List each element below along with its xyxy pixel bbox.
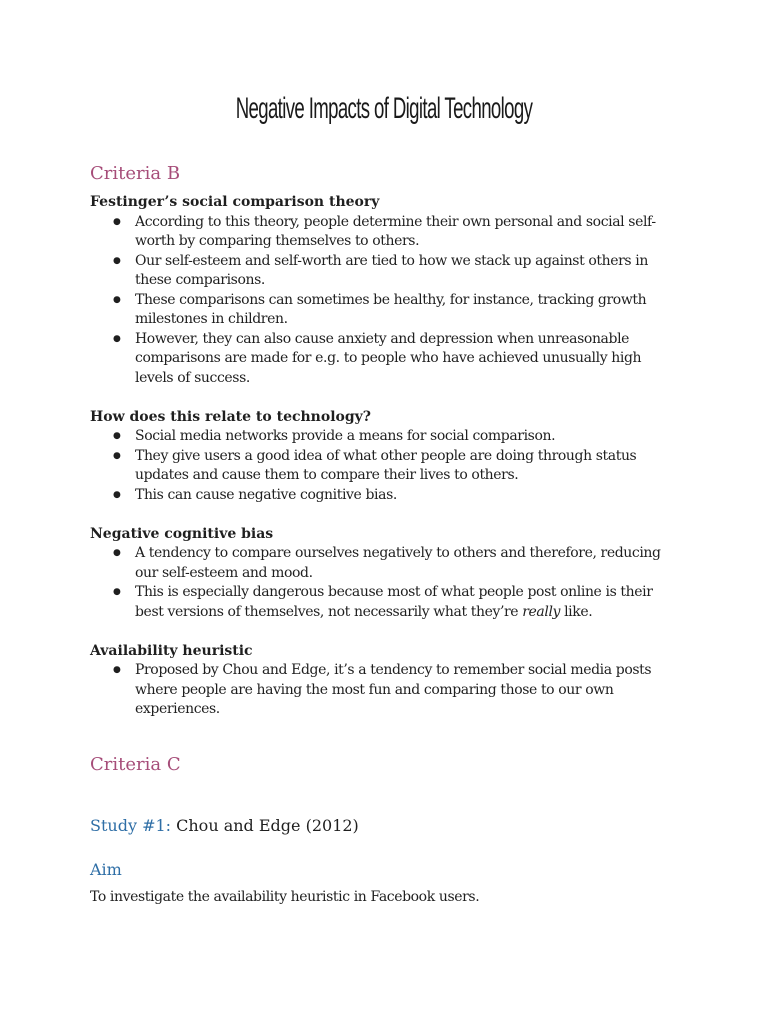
section-heading-technology: How does this relate to technology? — [90, 408, 371, 425]
list-item: ● According to this theory, people determine their own personal and social self-worth by comparing themselves to others. — [135, 213, 680, 252]
bullet-list-negative-bias — [90, 544, 680, 622]
list-item: ● A tendency to compare ourselves negatively to others and therefore, reducing our self-esteem and mood. — [135, 544, 680, 583]
section-heading-negative-bias: Negative cognitive bias — [90, 525, 274, 542]
list-item-text-start: This is especially dangerous because most of what people post online is their best versions of themselves, not necessarily what they’re — [135, 584, 653, 620]
study-label: Study #1: — [90, 815, 172, 835]
list-item: ● This can cause negative cognitive bias. — [135, 486, 680, 506]
list-item — [135, 583, 680, 622]
list-item-text-end: like. — [560, 603, 593, 620]
criteria-c-heading: Criteria C — [90, 753, 181, 775]
bullet-list-availability — [90, 661, 680, 720]
spacer — [90, 622, 680, 642]
spacer — [90, 388, 680, 408]
bullet-list-social-comparison — [90, 213, 680, 389]
list-item: ● Social media networks provide a means for social comparison. — [135, 427, 680, 447]
spacer — [90, 505, 680, 525]
list-item: ● These comparisons can sometimes be healthy, for instance, tracking growth milestones in children. — [135, 291, 680, 330]
study-line — [90, 814, 680, 838]
bullet-list-technology — [90, 427, 680, 505]
aim-text: To investigate the availability heuristic in Facebook users. — [90, 888, 480, 905]
list-item: ● However, they can also cause anxiety and depression when unreasonable comparisons are made for e.g. to people who have achieved unusually high levels of success. — [135, 330, 680, 389]
document-body — [90, 161, 680, 907]
criteria-b-heading: Criteria B — [90, 163, 181, 184]
aim-heading: Aim — [90, 859, 122, 879]
section-heading-social-comparison: Festinger’s social comparison theory — [90, 194, 380, 210]
study-title: Chou and Edge (2012) — [171, 815, 359, 835]
section-heading-availability: Availability heuristic — [90, 642, 253, 659]
list-item: ● They give users a good idea of what other people are doing through status updates and cause them to compare their lives to others. — [135, 447, 680, 486]
document-title: Negative Impacts of Digital Technology — [235, 92, 533, 125]
list-item: ● Our self-esteem and self-worth are tied to how we stack up against others in these comparisons. — [135, 252, 680, 291]
emphasis-really: really — [522, 603, 561, 620]
list-item: ● Proposed by Chou and Edge, it’s a tendency to remember social media posts where people are having the most fun and comparing those to our own experiences. — [135, 661, 680, 720]
